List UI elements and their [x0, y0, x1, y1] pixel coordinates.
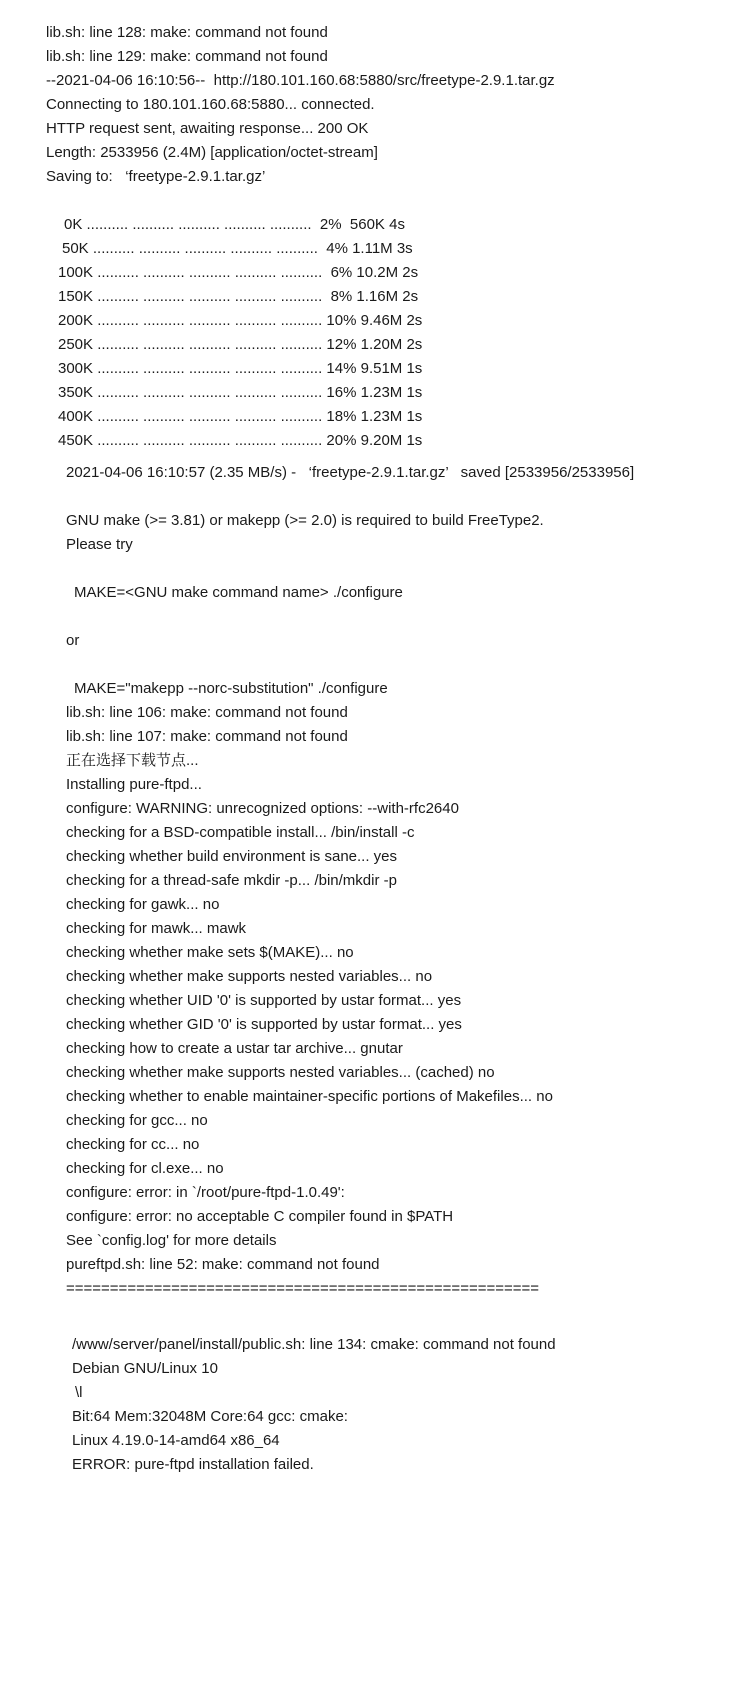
log-line: MAKE="makepp --norc-substitution" ./configure [74, 680, 388, 697]
log-line: lib.sh: line 128: make: command not found [46, 24, 328, 41]
log-line: 200K .......... .......... .......... .......... .......... 10% 9.46M 2s [58, 312, 423, 329]
log-line: 250K .......... .......... .......... .......... .......... 12% 1.20M 2s [58, 336, 423, 353]
log-line: Linux 4.19.0-14-amd64 x86_64 [72, 1432, 280, 1449]
log-line: pureftpd.sh: line 52: make: command not found [66, 1256, 380, 1273]
log-line: Saving to: ‘freetype-2.9.1.tar.gz’ [46, 168, 266, 185]
log-line: See `config.log' for more details [66, 1232, 277, 1249]
log-line: checking for mawk... mawk [66, 920, 247, 937]
log-line: 2021-04-06 16:10:57 (2.35 MB/s) - ‘freetype-2.9.1.tar.gz’ saved [2533956/2533956] [66, 464, 635, 481]
log-line: checking whether build environment is sane... yes [66, 848, 398, 865]
log-line: checking for gawk... no [66, 896, 220, 913]
log-line: checking for a BSD-compatible install... /bin/install -c [66, 824, 415, 841]
log-line: MAKE=<GNU make command name> ./configure [74, 584, 403, 601]
log-line: /www/server/panel/install/public.sh: line 134: cmake: command not found [72, 1336, 556, 1353]
log-line: ====================================================== [66, 1280, 540, 1297]
log-line: checking whether make sets $(MAKE)... no [66, 944, 354, 961]
log-line: checking how to create a ustar tar archive... gnutar [66, 1040, 403, 1057]
log-line: lib.sh: line 129: make: command not found [46, 48, 328, 65]
log-line: configure: WARNING: unrecognized options: --with-rfc2640 [66, 800, 459, 817]
log-line: lib.sh: line 107: make: command not found [66, 728, 348, 745]
log-line: checking for gcc... no [66, 1112, 208, 1129]
log-line: Please try [66, 536, 133, 553]
log-line: 150K .......... .......... .......... .......... .......... 8% 1.16M 2s [58, 288, 419, 305]
log-line: Bit:64 Mem:32048M Core:64 gcc: cmake: [72, 1408, 348, 1425]
log-line: Debian GNU/Linux 10 [72, 1360, 218, 1377]
log-line: 350K .......... .......... .......... .......... .......... 16% 1.23M 1s [58, 384, 423, 401]
log-line: \l [75, 1384, 83, 1401]
log-line: checking for cc... no [66, 1136, 200, 1153]
log-line: 50K .......... .......... .......... .......... .......... 4% 1.11M 3s [62, 240, 413, 257]
log-line: checking for a thread-safe mkdir -p... /bin/mkdir -p [66, 872, 397, 889]
log-line: 0K .......... .......... .......... .......... .......... 2% 560K 4s [64, 216, 405, 233]
log-line: checking whether GID '0' is supported by ustar format... yes [66, 1016, 462, 1033]
log-line: 正在选择下载节点... [66, 752, 199, 769]
log-line: checking whether UID '0' is supported by ustar format... yes [66, 992, 462, 1009]
log-line: 300K .......... .......... .......... .......... .......... 14% 9.51M 1s [58, 360, 423, 377]
log-line: lib.sh: line 106: make: command not found [66, 704, 348, 721]
log-line: HTTP request sent, awaiting response... 200 OK [46, 120, 369, 137]
log-line: configure: error: no acceptable C compiler found in $PATH [66, 1208, 454, 1225]
log-line: checking for cl.exe... no [66, 1160, 224, 1177]
log-line: checking whether make supports nested variables... (cached) no [66, 1064, 495, 1081]
log-line: --2021-04-06 16:10:56-- http://180.101.160.68:5880/src/freetype-2.9.1.tar.gz [46, 72, 555, 89]
log-line: Installing pure-ftpd... [66, 776, 202, 793]
log-line: Connecting to 180.101.160.68:5880... connected. [46, 96, 375, 113]
log-line: GNU make (>= 3.81) or makepp (>= 2.0) is required to build FreeType2. [66, 512, 544, 529]
log-line: checking whether to enable maintainer-specific portions of Makefiles... no [66, 1088, 553, 1105]
log-line: configure: error: in `/root/pure-ftpd-1.0.49': [66, 1184, 345, 1201]
log-line: Length: 2533956 (2.4M) [application/octet-stream] [46, 144, 378, 161]
log-line: 100K .......... .......... .......... .......... .......... 6% 10.2M 2s [58, 264, 419, 281]
log-line: or [66, 632, 80, 649]
log-line: 450K .......... .......... .......... .......... .......... 20% 9.20M 1s [58, 432, 423, 449]
log-line: checking whether make supports nested variables... no [66, 968, 433, 985]
log-line: ERROR: pure-ftpd installation failed. [72, 1456, 314, 1473]
log-line: 400K .......... .......... .......... .......... .......... 18% 1.23M 1s [58, 408, 423, 425]
